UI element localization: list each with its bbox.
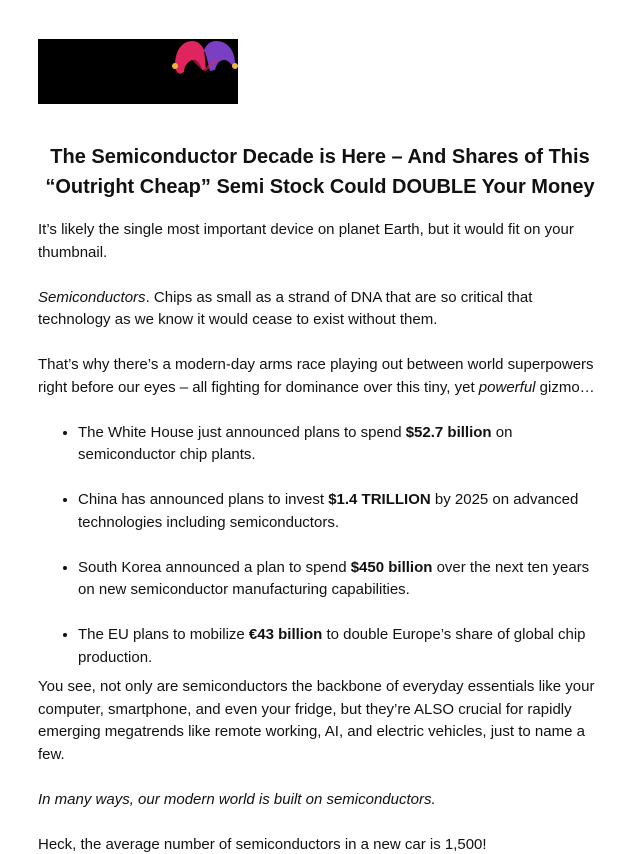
list-item bbox=[78, 624, 602, 669]
list-item-amount: $52.7 billion bbox=[405, 423, 492, 441]
list-item-text: South Korea announced a plan to spend bbox=[78, 558, 351, 576]
article-headline bbox=[30, 142, 610, 202]
list-item-text: to double Europe’s share of global chip production. bbox=[78, 626, 586, 666]
list-item-text: on semiconductor chip plants. bbox=[78, 423, 513, 463]
article-body bbox=[38, 219, 602, 854]
headline-line-1: The Semiconductor Decade is Here – And Shares of This bbox=[50, 146, 590, 168]
list-item-amount: €43 billion bbox=[248, 626, 323, 643]
list-item-text: over the next ten years on new semiconductor manufacturing capabilities. bbox=[78, 558, 590, 598]
list-item bbox=[78, 422, 602, 467]
paragraph-emphasis: In many ways, our modern world is built on semiconductors. bbox=[38, 790, 436, 808]
list-item-text: China has announced plans to invest bbox=[78, 491, 329, 508]
list-item-text: by 2025 on advanced technologies including semiconductors. bbox=[78, 491, 579, 531]
paragraph-arms-race bbox=[38, 354, 602, 399]
list-item bbox=[78, 557, 602, 602]
list-item-text: The White House just announced plans to spend bbox=[78, 423, 406, 441]
paragraph-emphasis: Semiconductors bbox=[38, 288, 146, 306]
paragraph-car-count: Heck, the average number of semiconductors in a new car is 1,500! bbox=[38, 835, 487, 853]
jester-hat-icon bbox=[38, 39, 238, 104]
list-item-text: The EU plans to mobilize bbox=[78, 626, 249, 643]
list-item-amount: $1.4 TRILLION bbox=[328, 491, 431, 508]
paragraph-emphasis: powerful bbox=[478, 378, 536, 396]
paragraph-text: gizmo… bbox=[535, 378, 595, 396]
list-item-amount: $450 billion bbox=[350, 558, 433, 576]
paragraph-text: That’s why there’s a modern-day arms race playing out between world superpowers right before our eyes – all fighting for dominance over this tiny, yet bbox=[38, 356, 594, 396]
paragraph-semiconductors bbox=[38, 287, 602, 332]
paragraph-text: . Chips as small as a strand of DNA that are so critical that technology as we know it would cease to exist without them. bbox=[38, 288, 533, 328]
brand-logo[interactable] bbox=[38, 39, 238, 104]
paragraph-intro: It’s likely the single most important device on planet Earth, but it would fit on your thumbnail. bbox=[38, 221, 574, 261]
list-item bbox=[78, 489, 602, 534]
paragraph-backbone: You see, not only are semiconductors the backbone of everyday essentials like your computer, smartphone, and even your fridge, but they’re ALSO crucial for rapidly emerging megatrends like remote working, AI, and electric vehicles, just to name a few. bbox=[38, 678, 595, 763]
investment-list bbox=[38, 422, 602, 670]
paragraph-modern-world bbox=[38, 789, 602, 812]
headline-line-2: “Outright Cheap” Semi Stock Could DOUBLE Your Money bbox=[45, 176, 595, 198]
